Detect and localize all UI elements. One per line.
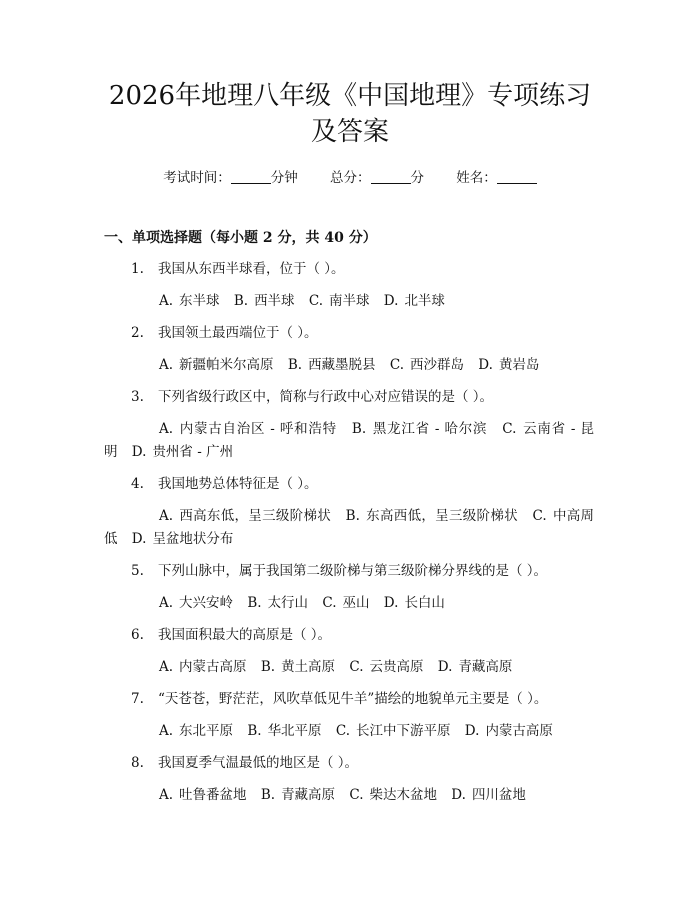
question-number: 8.: [131, 755, 144, 771]
question-item: [104, 322, 594, 377]
option-letter: C.: [322, 595, 337, 611]
question-number: 5.: [131, 563, 144, 579]
option-letter: B.: [287, 357, 303, 373]
option-text: 柴达木盆地: [369, 787, 437, 803]
option-text: 中高周低: [104, 508, 595, 547]
option-text: 吐鲁番盆地: [179, 787, 247, 803]
option-text: 长白山: [404, 595, 445, 611]
option-letter: B.: [247, 723, 262, 739]
option-text: 南半球: [329, 293, 370, 309]
option-letter: D.: [478, 357, 493, 373]
option-text: 新疆帕米尔高原: [179, 357, 274, 373]
question-item: [104, 624, 594, 679]
answer-option: [159, 595, 233, 611]
option-letter: D.: [383, 293, 399, 309]
total-score-field: [330, 168, 424, 188]
answer-option: [438, 659, 513, 675]
option-letter: B.: [233, 293, 249, 309]
option-text: 东半球: [179, 293, 220, 309]
answer-option: [159, 659, 247, 675]
answer-option: [349, 787, 437, 803]
answer-option: [336, 723, 451, 739]
option-text: 黑龙江省 - 哈尔滨: [372, 421, 488, 437]
option-text: 内蒙古高原: [179, 659, 247, 675]
question-stem: [104, 258, 594, 281]
question-text: 下列省级行政区中，简称与行政中心对应错误的是（ ）。: [158, 389, 494, 405]
question-text: 我国领土最西端位于（ ）。: [158, 325, 318, 341]
question-list: [104, 258, 594, 816]
option-text: 北半球: [404, 293, 445, 309]
option-text: 青藏高原: [281, 787, 336, 803]
question-options: [104, 784, 594, 807]
question-number: 6.: [131, 627, 144, 643]
option-text: 呈盆地状分布: [152, 531, 234, 547]
question-item: [104, 688, 594, 743]
option-text: 长江中下游平原: [356, 723, 451, 739]
question-item: [104, 560, 594, 615]
option-text: 贵州省 - 广州: [152, 444, 234, 460]
option-letter: D.: [437, 659, 453, 675]
answer-option: [159, 293, 220, 309]
question-options: [104, 656, 594, 679]
option-letter: D.: [464, 723, 480, 739]
option-letter: B.: [351, 421, 367, 437]
option-text: 云贵高原: [369, 659, 424, 675]
option-letter: B.: [345, 508, 360, 524]
answer-option: [132, 531, 234, 547]
question-stem: [104, 386, 594, 409]
answer-option: [451, 787, 526, 803]
answer-option: [261, 787, 335, 803]
exam-time-unit: 分钟: [270, 170, 298, 186]
total-score-blank: [371, 169, 411, 184]
option-letter: B.: [260, 659, 276, 675]
exam-info: [0, 168, 700, 188]
question-number: 3.: [131, 389, 144, 405]
option-text: 云南省 - 昆明: [104, 421, 594, 460]
question-text: 我国从东西半球看，位于（ ）。: [158, 261, 345, 277]
question-stem: [104, 322, 594, 345]
question-item: [104, 473, 594, 551]
option-letter: A.: [159, 293, 174, 309]
answer-option: [159, 723, 233, 739]
option-text: 西高东低，呈三级阶梯状: [179, 508, 332, 524]
option-text: 东高西低，呈三级阶梯状: [365, 508, 518, 524]
question-text: 我国夏季气温最低的地区是（ ）。: [158, 755, 359, 771]
answer-option: [247, 723, 321, 739]
option-letter: C.: [532, 508, 547, 524]
option-letter: A.: [159, 357, 174, 373]
question-number: 4.: [131, 476, 144, 492]
option-text: 西藏墨脱县: [308, 357, 376, 373]
answer-option: [390, 357, 464, 373]
option-text: 巫山: [342, 595, 370, 611]
student-name-field: [456, 168, 537, 188]
question-options: [104, 505, 594, 551]
option-letter: C.: [335, 723, 350, 739]
answer-option: [159, 508, 331, 524]
question-stem: [104, 688, 594, 711]
option-letter: B.: [260, 787, 276, 803]
option-letter: D.: [451, 787, 466, 803]
question-options: [104, 290, 594, 313]
student-name-blank: [497, 169, 537, 184]
exam-time-field: [163, 168, 298, 188]
answer-option: [159, 421, 337, 437]
answer-option: [384, 595, 445, 611]
section-heading: 一、单项选择题（每小题 2 分，共 40 分）: [104, 230, 377, 246]
option-text: 西半球: [254, 293, 295, 309]
question-text: 我国地势总体特征是（ ）。: [158, 476, 318, 492]
answer-option: [478, 357, 539, 373]
exam-time-blank: [231, 169, 271, 184]
exam-time-label: 考试时间：: [163, 170, 231, 186]
option-text: 四川盆地: [471, 787, 526, 803]
question-stem: [104, 560, 594, 583]
total-score-label: 总分：: [330, 170, 371, 186]
question-options: [104, 418, 594, 464]
option-letter: A.: [159, 723, 174, 739]
question-options: [104, 354, 594, 377]
option-letter: A.: [159, 508, 174, 524]
answer-option: [384, 293, 445, 309]
question-number: 1.: [131, 261, 144, 277]
answer-option: [247, 595, 308, 611]
answer-option: [159, 787, 247, 803]
option-letter: C.: [308, 293, 323, 309]
question-stem: [104, 752, 594, 775]
question-options: [104, 592, 594, 615]
answer-option: [346, 508, 518, 524]
option-text: 西沙群岛: [410, 357, 464, 373]
question-item: [104, 752, 594, 807]
question-text: “天苍苍，野茫茫，风吹草低见牛羊”描绘的地貌单元主要是（ ）。: [158, 691, 548, 707]
answer-option: [132, 444, 233, 460]
question-stem: [104, 473, 594, 496]
option-letter: A.: [159, 787, 174, 803]
option-text: 华北平原: [267, 723, 322, 739]
option-text: 青藏高原: [458, 659, 513, 675]
option-letter: D.: [131, 531, 147, 547]
answer-option: [352, 421, 487, 437]
question-options: [104, 720, 594, 743]
student-name-label: 姓名：: [456, 170, 497, 186]
question-number: 7.: [131, 691, 144, 707]
answer-option: [349, 659, 423, 675]
option-letter: A.: [159, 421, 174, 437]
answer-option: [309, 293, 370, 309]
option-letter: C.: [389, 357, 404, 373]
answer-option: [288, 357, 376, 373]
option-letter: C.: [502, 421, 517, 437]
answer-option: [159, 357, 274, 373]
option-letter: B.: [247, 595, 262, 611]
option-text: 东北平原: [179, 723, 234, 739]
option-text: 太行山: [267, 595, 309, 611]
option-letter: D.: [383, 595, 399, 611]
option-letter: C.: [349, 787, 364, 803]
option-text: 黄土高原: [281, 659, 336, 675]
question-text: 下列山脉中，属于我国第二级阶梯与第三级阶梯分界线的是（ ）。: [158, 563, 548, 579]
answer-option: [234, 293, 295, 309]
document-title: 2026年地理八年级《中国地理》专项练习及答案: [108, 81, 592, 147]
answer-option: [261, 659, 335, 675]
question-stem: [104, 624, 594, 647]
question-text: 我国面积最大的高原是（ ）。: [158, 627, 332, 643]
question-number: 2.: [131, 325, 144, 341]
option-letter: C.: [349, 659, 364, 675]
option-text: 大兴安岭: [179, 595, 234, 611]
question-item: [104, 258, 594, 313]
option-text: 内蒙古自治区 - 呼和浩特: [179, 421, 337, 437]
answer-option: [322, 595, 369, 611]
option-text: 黄岩岛: [498, 357, 540, 373]
option-letter: A.: [159, 659, 174, 675]
answer-option: [465, 723, 553, 739]
question-item: [104, 386, 594, 464]
total-score-unit: 分: [410, 170, 424, 186]
option-letter: A.: [159, 595, 174, 611]
option-letter: D.: [131, 444, 147, 460]
option-text: 内蒙古高原: [485, 723, 553, 739]
